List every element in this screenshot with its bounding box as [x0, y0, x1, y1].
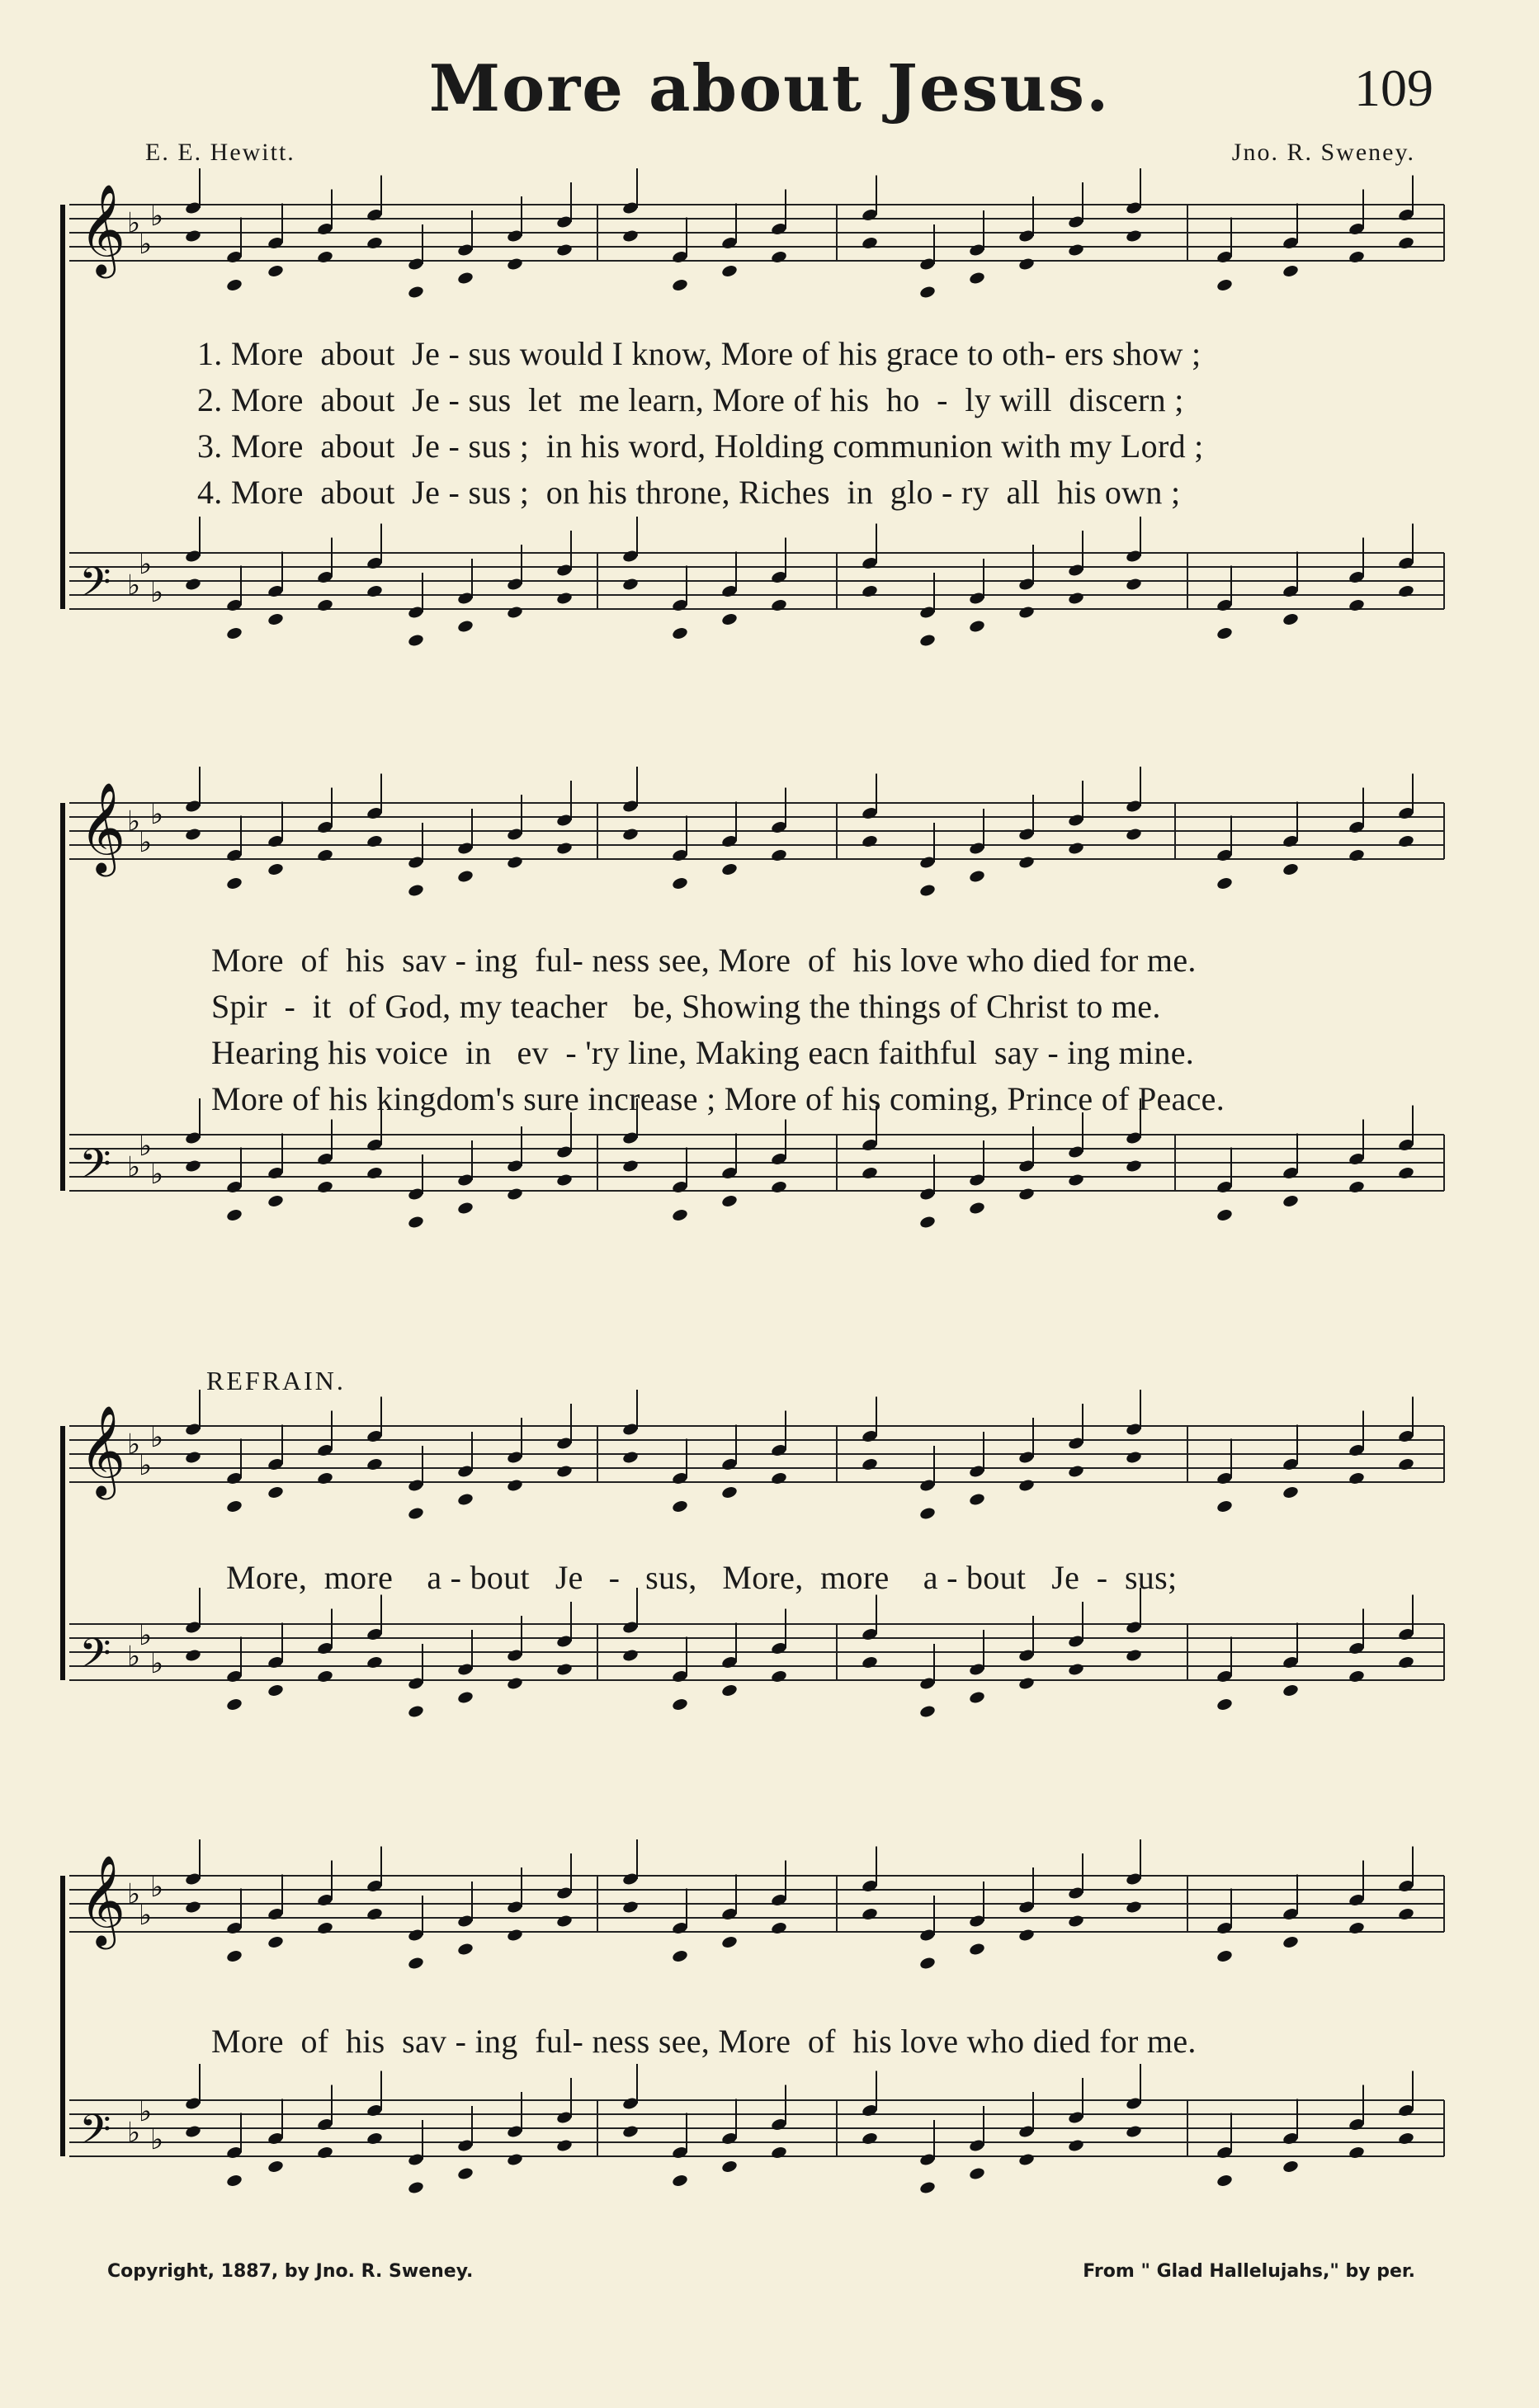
music-system-4 [69, 1855, 1444, 2232]
svg-text:𝄞: 𝄞 [79, 1405, 126, 1496]
composer-credit: Jno. R. Sweney. [1231, 139, 1415, 166]
svg-text:♭: ♭ [139, 2095, 153, 2128]
svg-text:𝄢: 𝄢 [79, 559, 111, 616]
svg-text:♭: ♭ [150, 1421, 164, 1454]
lyricist-credit: E. E. Hewitt. [145, 139, 295, 166]
svg-text:♭: ♭ [127, 1428, 141, 1461]
refrain-line-2: More of his sav - ing ful- ness see, More of his love who died for me. [211, 2023, 1197, 2060]
svg-text:𝄞: 𝄞 [79, 1855, 126, 1946]
hymn-title: More about Jesus. [428, 51, 1111, 126]
svg-text:♭: ♭ [150, 2123, 164, 2156]
svg-text:♭: ♭ [127, 569, 141, 602]
svg-text:𝄢: 𝄢 [79, 1140, 111, 1198]
verse-line-1: 1. More about Je - sus would I know, More of his grace to oth- ers show ; [197, 335, 1201, 372]
svg-text:𝄢: 𝄢 [79, 2106, 111, 2164]
verse-line-2: 2. More about Je - sus let me learn, More of his ho - ly will discern ; [197, 381, 1184, 418]
verse-line-1: More of his sav - ing ful- ness see, More of his love who died for me. [211, 942, 1197, 979]
svg-text:♭: ♭ [139, 1449, 153, 1482]
svg-text:𝄞: 𝄞 [79, 782, 126, 873]
svg-text:♭: ♭ [150, 798, 164, 831]
svg-text:♭: ♭ [139, 1619, 153, 1652]
music-system-1 [69, 184, 1444, 660]
refrain-label: REFRAIN. [206, 1366, 346, 1395]
svg-text:♭: ♭ [139, 826, 153, 859]
svg-text:♭: ♭ [150, 1871, 164, 1904]
copyright-notice: Copyright, 1887, by Jno. R. Sweney. [107, 2261, 474, 2282]
music-system-2 [69, 782, 1444, 1300]
verse-line-4: 4. More about Je - sus ; on his throne, Riches in glo - ry all his own ; [197, 474, 1181, 511]
svg-text:♭: ♭ [127, 206, 141, 240]
svg-text:♭: ♭ [150, 200, 164, 233]
svg-text:♭: ♭ [127, 1877, 141, 1911]
svg-text:𝄢: 𝄢 [79, 1630, 111, 1688]
svg-text:♭: ♭ [127, 1640, 141, 1674]
svg-text:♭: ♭ [150, 1647, 164, 1680]
verse-line-3: 3. More about Je - sus ; in his word, Holding communion with my Lord ; [197, 427, 1204, 465]
svg-text:♭: ♭ [139, 228, 153, 261]
source-notice: From " Glad Hallelujahs," by per. [1083, 2261, 1415, 2282]
svg-text:♭: ♭ [139, 1130, 153, 1163]
svg-text:♭: ♭ [127, 2116, 141, 2150]
staff-lines [69, 184, 1444, 660]
svg-text:♭: ♭ [150, 576, 164, 609]
page-number: 109 [1354, 59, 1433, 117]
svg-text:♭: ♭ [127, 805, 141, 838]
svg-text:♭: ♭ [150, 1158, 164, 1191]
svg-text:♭: ♭ [139, 548, 153, 581]
verse-line-2: Spir - it of God, my teacher be, Showing the things of Christ to me. [211, 988, 1161, 1025]
verse-line-3: Hearing his voice in ev - 'ry line, Making eacn faithful say - ing mine. [211, 1034, 1195, 1071]
verse-line-4: More of his kingdom's sure increase ; More of his coming, Prince of Peace. [211, 1080, 1225, 1117]
svg-text:𝄞: 𝄞 [79, 184, 126, 275]
svg-text:♭: ♭ [127, 1150, 141, 1184]
music-system-3 [69, 1405, 1444, 1758]
refrain-line-1: More, more a - bout Je - sus, More, more a - bout Je - sus; [226, 1559, 1178, 1596]
svg-text:♭: ♭ [139, 1899, 153, 1932]
